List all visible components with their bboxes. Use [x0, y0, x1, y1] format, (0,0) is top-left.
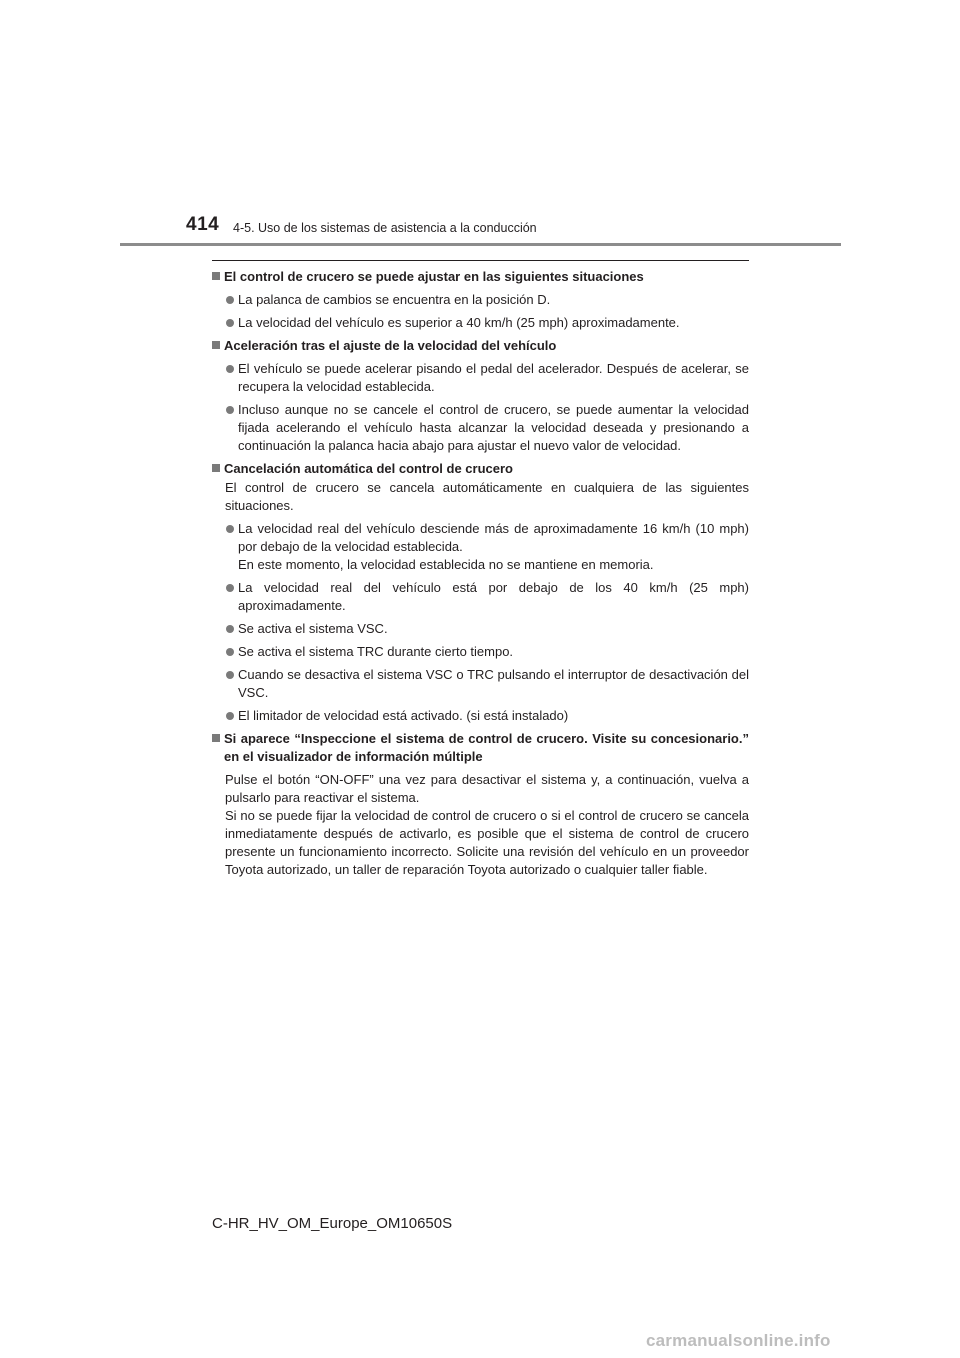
list-item: El limitador de velocidad está activado. (si está instalado)	[212, 707, 749, 725]
document-code: C-HR_HV_OM_Europe_OM10650S	[212, 1215, 453, 1232]
round-bullet-icon	[226, 296, 234, 304]
list-item: Se activa el sistema TRC durante cierto tiempo.	[212, 643, 749, 661]
round-bullet-icon	[226, 365, 234, 373]
content-divider	[212, 260, 749, 261]
paragraph: Si no se puede fijar la velocidad de control de crucero o si el control de crucero se cancela inmediatamente después de activarlo, es posible que el sistema de control de crucero presente un funcionamiento incorrecto. Solicite una revisión del vehículo en un proveedor Toyota autorizado, un taller de reparación Toyota autorizado o cualquier taller fiable.	[225, 808, 749, 877]
list-item: Cuando se desactiva el sistema VSC o TRC pulsando el interruptor de desactivación del VSC.	[212, 666, 749, 702]
section-heading: El control de crucero se puede ajustar en las siguientes situaciones	[212, 268, 749, 286]
square-bullet-icon	[212, 341, 220, 349]
section-heading: Si aparece “Inspeccione el sistema de control de crucero. Visite su concesionario.” en el visualizador de información múltiple	[212, 730, 749, 766]
section-heading: Cancelación automática del control de crucero	[212, 460, 749, 478]
list-item: La velocidad real del vehículo desciende más de aproximadamente 16 km/h (10 mph) por debajo de la velocidad establecida. En este momento, la velocidad establecida no se mantiene en memoria.	[212, 520, 749, 574]
section-title: 4-5. Uso de los sistemas de asistencia a la conducción	[233, 221, 537, 235]
section-inspect-warning	[212, 730, 749, 879]
header-divider	[120, 243, 841, 246]
round-bullet-icon	[226, 712, 234, 720]
round-bullet-icon	[226, 625, 234, 633]
round-bullet-icon	[226, 584, 234, 592]
square-bullet-icon	[212, 272, 220, 280]
list-item: La velocidad real del vehículo está por debajo de los 40 km/h (25 mph) aproximadamente.	[212, 579, 749, 615]
list-item: La velocidad del vehículo es superior a 40 km/h (25 mph) aproximadamente.	[212, 314, 749, 332]
list-item: Incluso aunque no se cancele el control de crucero, se puede aumentar la velocidad fijada acelerando el vehículo hasta alcanzar la velocidad deseada y presionando a continuación la palanca hacia abajo para ajustar el nuevo valor de velocidad.	[212, 401, 749, 455]
square-bullet-icon	[212, 464, 220, 472]
page-number: 414	[186, 214, 220, 235]
round-bullet-icon	[226, 319, 234, 327]
section-cruise-control-conditions	[212, 268, 749, 332]
watermark-link[interactable]: carmanualsonline.info	[646, 1331, 831, 1350]
round-bullet-icon	[226, 648, 234, 656]
round-bullet-icon	[226, 406, 234, 414]
section-body	[212, 771, 749, 879]
list-item: Se activa el sistema VSC.	[212, 620, 749, 638]
section-automatic-cancellation	[212, 460, 749, 725]
page-header	[0, 0, 960, 250]
section-acceleration	[212, 337, 749, 455]
list-item: La palanca de cambios se encuentra en la posición D.	[212, 291, 749, 309]
list-item: El vehículo se puede acelerar pisando el pedal del acelerador. Después de acelerar, se recupera la velocidad establecida.	[212, 360, 749, 396]
square-bullet-icon	[212, 734, 220, 742]
round-bullet-icon	[226, 671, 234, 679]
paragraph: Pulse el botón “ON-OFF” una vez para desactivar el sistema y, a continuación, vuelva a pulsarlo para reactivar el sistema.	[225, 772, 749, 805]
round-bullet-icon	[226, 525, 234, 533]
section-heading: Aceleración tras el ajuste de la velocidad del vehículo	[212, 337, 749, 355]
page-content	[212, 268, 749, 882]
section-intro: El control de crucero se cancela automáticamente en cualquiera de las siguientes situaciones.	[225, 480, 749, 513]
